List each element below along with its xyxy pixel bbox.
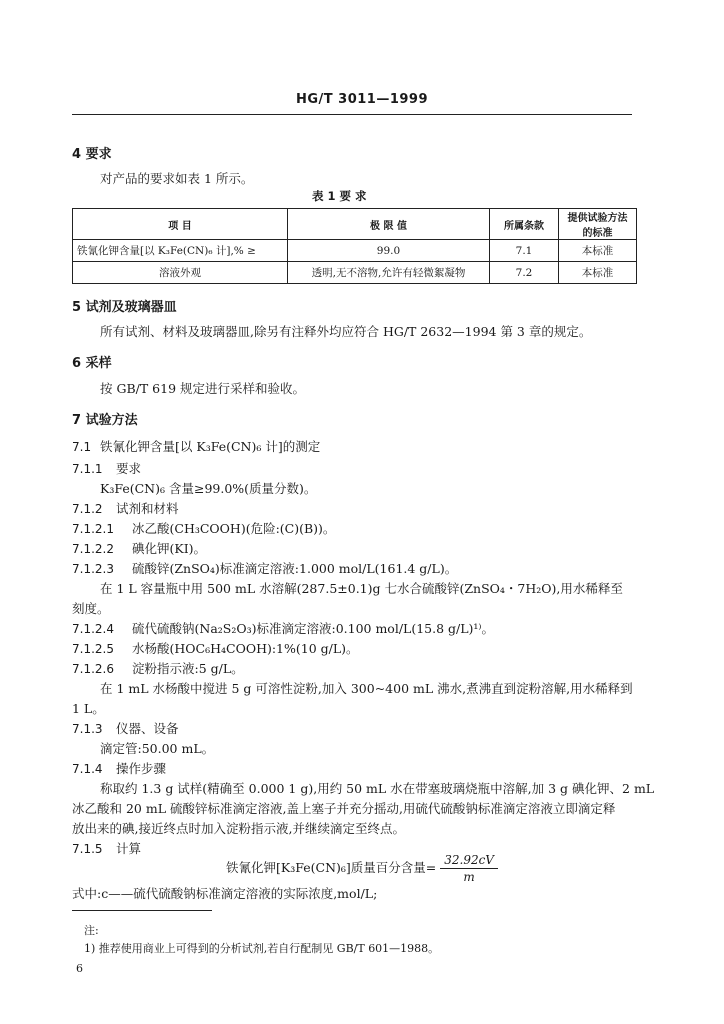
table-cell: 7.1: [490, 240, 559, 262]
table-cell: 本标准: [559, 240, 637, 262]
clause-title: 计算: [116, 841, 142, 856]
table-1-caption: 表 1 要 求: [312, 189, 367, 203]
clause-7-1-2-6-para: 在 1 mL 水杨酸中搅进 5 g 可溶性淀粉,加入 300~400 mL 沸水,煮沸直到淀粉溶解,用水稀释到: [100, 681, 633, 696]
table-cell: 溶液外观: [73, 262, 288, 284]
table-row: [73, 262, 637, 284]
formula-fraction: [440, 852, 498, 885]
section-6-heading: 6 采样: [72, 356, 112, 371]
clause-7-1-2-3: [72, 559, 457, 577]
clause-7-1-2-1: [72, 519, 335, 537]
clause-number: 7.1.2.5: [72, 642, 114, 656]
clause-number: 7.1.2.3: [72, 562, 114, 576]
table-cell: 7.2: [490, 262, 559, 284]
clause-7-1-2: [72, 499, 179, 517]
clause-text: 淀粉指示液:5 g/L。: [132, 661, 244, 676]
table-header-row: [73, 209, 637, 240]
clause-number: 7.1.1: [72, 462, 103, 476]
clause-text: 硫酸锌(ZnSO₄)标准滴定溶液:1.000 mol/L(161.4 g/L)。: [132, 561, 458, 576]
clause-7-1-2-5: [72, 639, 359, 657]
clause-text: 碘化钾(KI)。: [132, 541, 207, 556]
clause-7-1-2-3-para: 在 1 L 容量瓶中用 500 mL 水溶解(287.5±0.1)g 七水合硫酸锌(ZnSO₄・7H₂O),用水稀释至: [100, 581, 623, 596]
clause-7-1-4-para-3: 放出来的碘,接近终点时加入淀粉指示液,并继续滴定至终点。: [72, 821, 405, 836]
section-6-text: 按 GB/T 619 规定进行采样和验收。: [100, 381, 305, 396]
clause-7-1-3-text: 滴定管:50.00 mL。: [100, 741, 215, 756]
clause-title: 仪器、设备: [116, 721, 179, 736]
clause-7-1-2-6: [72, 659, 244, 677]
table-row: [73, 240, 637, 262]
table-header-cell: 所属条款: [490, 209, 559, 240]
footnote-label: 注:: [84, 924, 99, 937]
page-number: 6: [76, 962, 83, 975]
clause-text: 水杨酸(HOC₆H₄COOH):1%(10 g/L)。: [132, 641, 359, 656]
content-formula: [0, 852, 724, 885]
clause-number: 7.1: [72, 440, 92, 454]
table-cell: 透明,无不溶物,允许有轻微絮凝物: [288, 262, 490, 284]
table-cell: 铁氰化钾含量[以 K₃Fe(CN)₆ 计],% ≥: [73, 240, 288, 262]
clause-7-1-2-6-para-end: 1 L。: [72, 701, 105, 716]
table-cell: 99.0: [288, 240, 490, 262]
formula-denominator: m: [463, 870, 475, 884]
clause-title: 试剂和材料: [116, 501, 179, 516]
clause-title: 要求: [116, 461, 142, 476]
clause-title: 操作步骤: [116, 761, 167, 776]
clause-text: 硫代硫酸钠(Na₂S₂O₃)标准滴定溶液:0.100 mol/L(15.8 g/L)¹⁾。: [132, 621, 495, 636]
footnote-text: 1) 推荐使用商业上可得到的分析试剂,若自行配制见 GB/T 601—1988。: [84, 942, 440, 955]
footnote-rule: [72, 910, 212, 911]
section-5-text: 所有试剂、材料及玻璃器皿,除另有注释外均应符合 HG/T 2632—1994 第 3 章的规定。: [100, 324, 592, 339]
clause-number: 7.1.2.4: [72, 622, 114, 636]
clause-7-1-4-para-1: 称取约 1.3 g 试样(精确至 0.000 1 g),用约 50 mL 水在带塞玻璃烧瓶中溶解,加 3 g 碘化钾、2 mL: [100, 781, 655, 796]
clause-number: 7.1.2.2: [72, 542, 114, 556]
formula-lhs: 铁氰化钾[K₃Fe(CN)₆]质量百分含量=: [226, 860, 437, 875]
standard-code-header: HG/T 3011—1999: [295, 92, 429, 107]
clause-text: 冰乙酸(CH₃COOH)(危险:(C)(B))。: [132, 521, 336, 536]
table-header-cell: 极 限 值: [288, 209, 490, 240]
clause-number: 7.1.2.1: [72, 522, 114, 536]
formula-numerator: 32.92cV: [440, 852, 498, 869]
clause-number: 7.1.3: [72, 722, 103, 736]
section-4-intro: 对产品的要求如表 1 所示。: [100, 171, 254, 186]
clause-7-1-2-2: [72, 539, 206, 557]
table-header-cell: 提供试验方法的标准: [559, 209, 637, 240]
clause-number: 7.1.4: [72, 762, 103, 776]
formula-where-clause: 式中:c——硫代硫酸钠标准滴定溶液的实际浓度,mol/L;: [72, 886, 378, 901]
section-7-heading: 7 试验方法: [72, 413, 138, 428]
section-5-heading: 5 试剂及玻璃器皿: [72, 300, 177, 315]
clause-7-1-1: [72, 459, 141, 477]
clause-7-1-4-para-2: 冰乙酸和 20 mL 硫酸锌标准滴定溶液,盖上塞子并充分摇动,用硫代硫酸钠标准滴定溶液立即滴定释: [72, 801, 616, 816]
clause-7-1-1-text: K₃Fe(CN)₆ 含量≥99.0%(质量分数)。: [100, 481, 317, 496]
section-4-heading: 4 要求: [72, 147, 112, 162]
clause-number: 7.1.2.6: [72, 662, 114, 676]
clause-number: 7.1.5: [72, 842, 103, 856]
table-cell: 本标准: [559, 262, 637, 284]
clause-title: 铁氰化钾含量[以 K₃Fe(CN)₆ 计]的测定: [100, 439, 321, 454]
clause-7-1: [72, 437, 320, 455]
clause-7-1-2-3-para-end: 刻度。: [72, 601, 110, 616]
clause-7-1-3: [72, 719, 179, 737]
clause-7-1-2-4: [72, 619, 494, 637]
clause-number: 7.1.2: [72, 502, 103, 516]
clause-7-1-4: [72, 759, 166, 777]
table-header-cell: 项 目: [73, 209, 288, 240]
header-rule: [72, 114, 632, 115]
requirements-table: [72, 208, 637, 284]
